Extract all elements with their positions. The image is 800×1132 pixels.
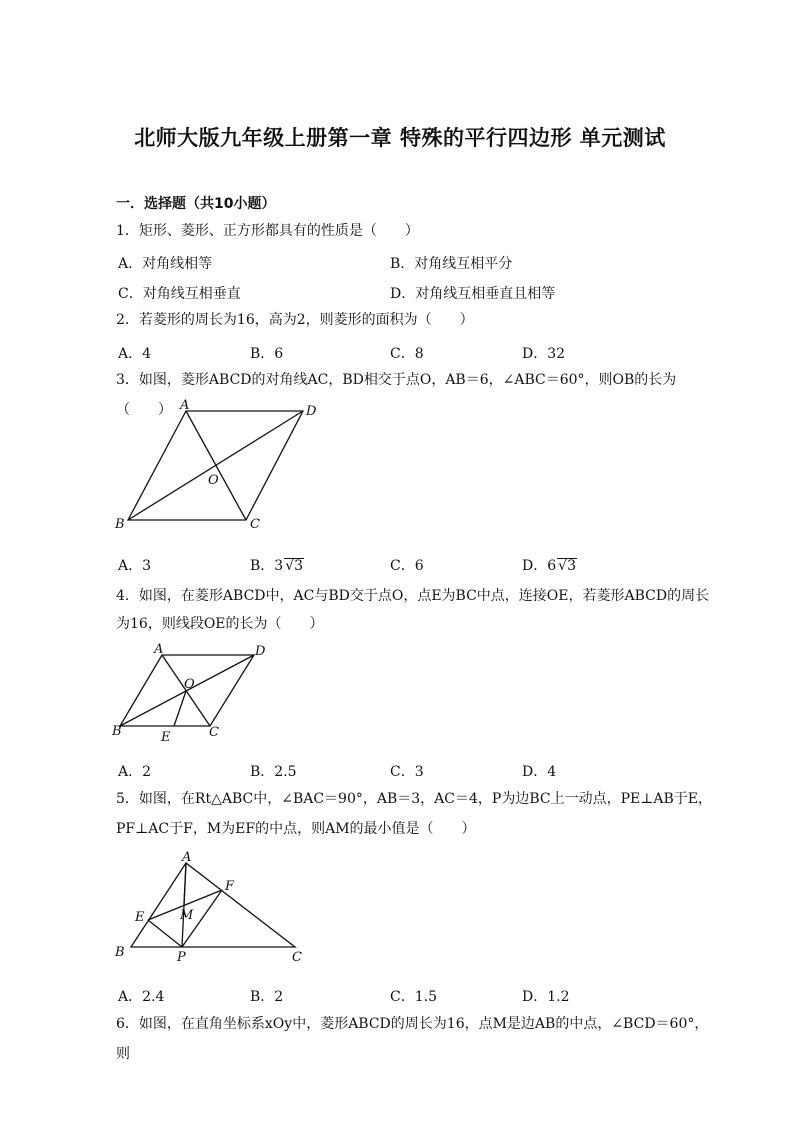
label-e: E <box>135 910 145 925</box>
question-2-stem: 2．若菱形的周长为16，高为2，则菱形的面积为（ ） <box>116 312 474 328</box>
question-4-stem-line1: 4．如图，在菱形ABCD中，AC与BD交于点O，点E为BC中点，连接OE，若菱形ABCD的周长 <box>116 588 710 604</box>
label-p: P <box>177 950 186 965</box>
question-1-option-c[interactable]: C．对角线互相垂直 <box>118 286 241 302</box>
question-5-option-c[interactable]: C．1.5 <box>390 989 437 1005</box>
question-2-option-d[interactable]: D．32 <box>522 346 566 362</box>
label-b: B <box>115 517 125 532</box>
segment-am <box>184 863 186 905</box>
label-e: E <box>161 730 171 745</box>
question-3-option-d[interactable]: D．6 √3 <box>522 558 576 574</box>
question-2-option-a[interactable]: A．4 <box>118 346 152 362</box>
question-3-option-a[interactable]: A．3 <box>118 558 152 574</box>
label-b: B <box>115 945 125 960</box>
triangle-abc <box>131 863 295 947</box>
label-o: O <box>184 677 195 692</box>
question-1-option-a[interactable]: A．对角线相等 <box>118 256 213 272</box>
question-2-option-b[interactable]: B．6 <box>250 346 284 362</box>
question-4-figure <box>108 638 278 748</box>
question-5-option-d[interactable]: D．1.2 <box>522 989 570 1005</box>
question-5-stem-line1: 5．如图，在Rt△ABC中，∠BAC＝90°，AB＝3，AC＝4，P为边BC上一动点，PE⊥AB于E， <box>116 791 713 807</box>
question-1-option-b[interactable]: B．对角线互相平分 <box>390 256 513 272</box>
question-3-stem: 3．如图，菱形ABCD的对角线AC，BD相交于点O，AB＝6，∠ABC＝60°，则OB的长为（ ） <box>116 372 677 418</box>
label-m: M <box>180 908 194 923</box>
diagonal-bd <box>128 411 303 520</box>
question-3-option-c[interactable]: C．6 <box>390 558 424 574</box>
label-d: D <box>255 644 266 659</box>
label-d: D <box>306 404 317 419</box>
question-4-option-c[interactable]: C．3 <box>390 764 424 780</box>
label-a: A <box>180 398 190 413</box>
section-heading: 一．选择题（共10小题） <box>116 196 276 212</box>
label-b: B <box>112 724 122 739</box>
question-5-option-a[interactable]: A．2.4 <box>118 989 165 1005</box>
question-5-option-b[interactable]: B．2 <box>250 989 284 1005</box>
question-6-stem: 6．如图，在直角坐标系xOy中，菱形ABCD的周长为16，点M是边AB的中点，∠BCD＝60°，则 <box>116 1016 709 1062</box>
sqrt-symbol: √3 <box>558 558 576 574</box>
question-1-stem: 1．矩形、菱形、正方形都具有的性质是（ ） <box>116 223 419 239</box>
sqrt-symbol: √3 <box>285 558 304 574</box>
question-4-stem-line2: 为16，则线段OE的长为（ ） <box>116 616 324 632</box>
question-5-figure <box>108 848 313 968</box>
label-o: O <box>208 473 219 488</box>
question-4-option-d[interactable]: D．4 <box>522 764 557 780</box>
label-a: A <box>154 642 164 657</box>
label-c: C <box>250 517 260 532</box>
question-5-stem-line2: PF⊥AC于F，M为EF的中点，则AM的最小值是（ ） <box>116 821 476 837</box>
question-4-option-b[interactable]: B．2.5 <box>250 764 297 780</box>
question-3-option-b[interactable]: B．3 √3 <box>250 558 304 574</box>
label-f: F <box>225 879 235 894</box>
page-title: 北师大版九年级上册第一章 特殊的平行四边形 单元测试 <box>134 126 666 150</box>
segment-pe <box>148 920 182 947</box>
question-3-figure <box>110 395 330 540</box>
label-a: A <box>182 850 192 865</box>
label-c: C <box>292 950 302 965</box>
label-c: C <box>209 725 219 740</box>
question-2-option-c[interactable]: C．8 <box>390 346 424 362</box>
question-4-option-a[interactable]: A．2 <box>118 764 152 780</box>
question-1-option-d[interactable]: D．对角线互相垂直且相等 <box>390 286 556 302</box>
